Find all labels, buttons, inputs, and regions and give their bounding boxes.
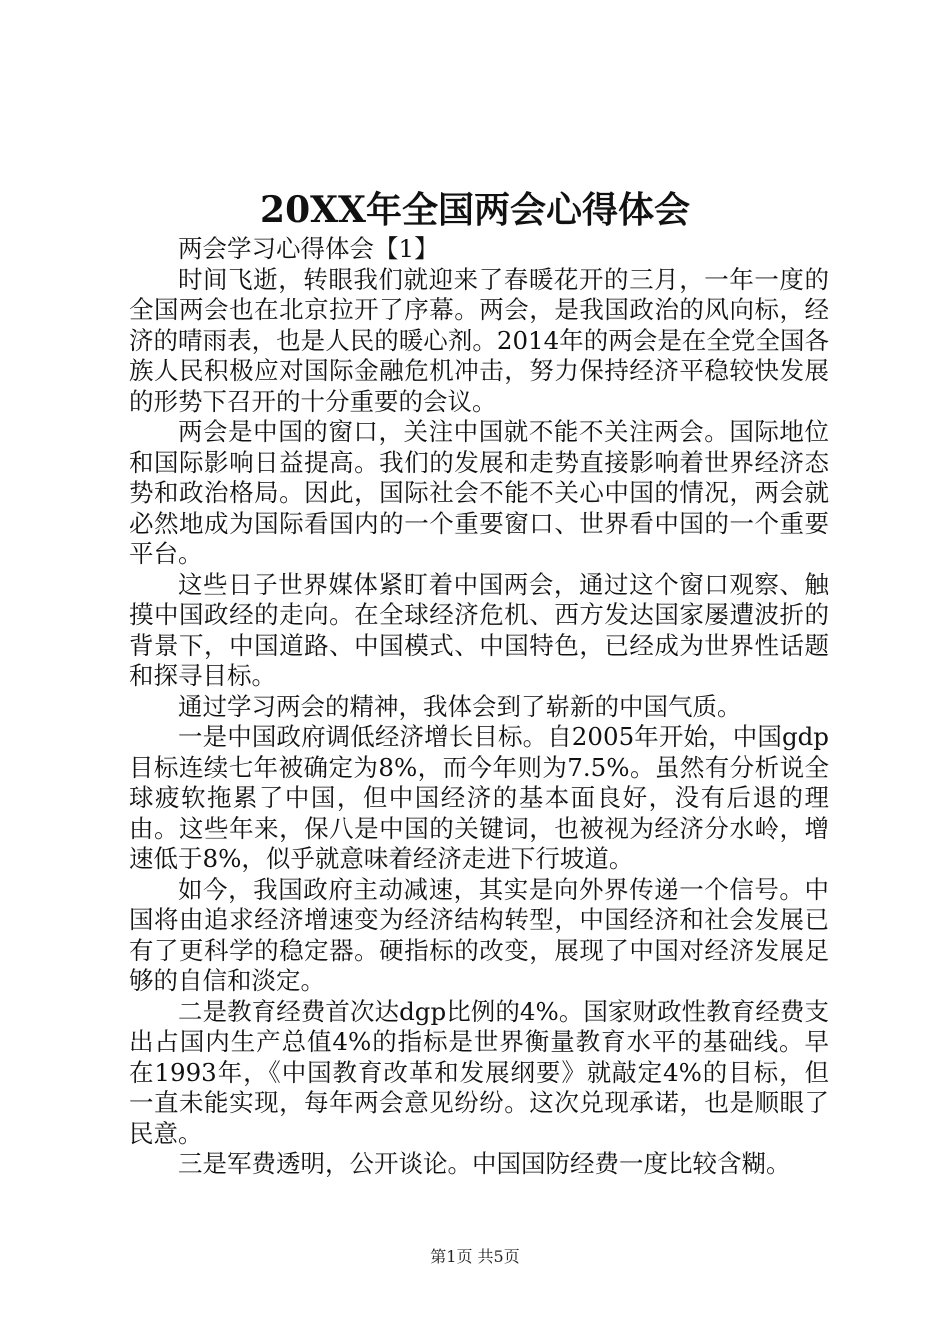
paragraph-4: 通过学习两会的精神，我体会到了崭新的中国气质。 [178, 691, 742, 721]
paragraph-8: 三是军费透明，公开谈论。中国国防经费一度比较含糊。 [178, 1149, 791, 1178]
paragraph-3: 这些日子世界媒体紧盯着中国两会，通过这个窗口观察、触摸中国政经的走向。在全球经济危机、西方发达国家屡遭波折的背景下，中国道路、中国模式、中国特色，已经成为世界性话题和探寻目标。 [129, 569, 829, 690]
page-footer: 第1页 共5页 [430, 1247, 520, 1266]
section-heading: 两会学习心得体会【1】 [178, 234, 439, 263]
paragraph-1: 时间飞逝，转眼我们就迎来了春暖花开的三月，一年一度的全国两会也在北京拉开了序幕。两会，是我国政治的风向标，经济的晴雨表，也是人民的暖心剂。2014年的两会是在全党全国各族人民积极应对国际金融危机冲击，努力保持经济平稳较快发展的形势下召开的十分重要的会议。 [129, 264, 829, 416]
paragraph-2: 两会是中国的窗口，关注中国就不能不关注两会。国际地位和国际影响日益提高。我们的发展和走势直接影响着世界经济态势和政治格局。因此，国际社会不能不关心中国的情况，两会就必然地成为国际看国内的一个重要窗口、世界看中国的一个重要平台。 [129, 417, 829, 568]
document-title: 20XX年全国两会心得体会 [260, 189, 690, 231]
paragraph-5: 一是中国政府调低经济增长目标。自2005年开始，中国gdp目标连续七年被确定为8%，而今年则为7.5%。虽然有分析说全球疲软拖累了中国，但中国经济的基本面良好，没有后退的理由。这些年来，保八是中国的关键词，也被视为经济分水岭，增速低于8%，似乎就意味着经济走进下行坡道。 [129, 722, 829, 873]
document-body [129, 234, 829, 1180]
paragraph-6: 如今，我国政府主动减速，其实是向外界传递一个信号。中国将由追求经济增速变为经济结构转型，中国经济和社会发展已有了更科学的稳定器。硬指标的改变，展现了中国对经济发展足够的自信和淡定。 [129, 874, 829, 995]
paragraph-7: 二是教育经费首次达dgp比例的4%。国家财政性教育经费支出占国内生产总值4%的指标是世界衡量教育水平的基础线。早在1993年，《中国教育改革和发展纲要》就敲定4%的目标，但一直未能实现，每年两会意见纷纷。这次兑现承诺，也是顺眼了民意。 [129, 996, 829, 1148]
